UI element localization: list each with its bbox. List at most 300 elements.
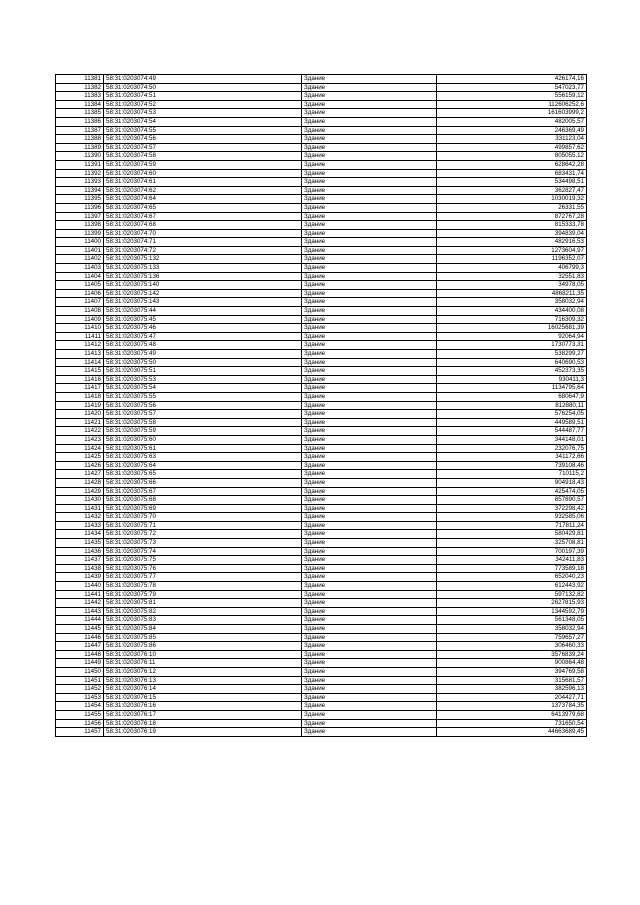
cadastral-value: 32551,83 (437, 272, 587, 281)
cadastral-number: 58:31:0203075:70 (104, 513, 302, 522)
row-number: 11392 (56, 169, 104, 178)
row-number: 11394 (56, 186, 104, 195)
table-row (56, 367, 587, 376)
cadastral-number: 58:31:0203074:68 (104, 221, 302, 230)
table-row (56, 221, 587, 230)
object-type: Здание (302, 521, 437, 530)
object-type: Здание (302, 410, 437, 419)
object-type: Здание (302, 307, 437, 316)
cadastral-value: 932585,06 (437, 513, 587, 522)
table-row (56, 332, 587, 341)
row-number: 11454 (56, 702, 104, 711)
row-number: 11406 (56, 289, 104, 298)
row-number: 11449 (56, 659, 104, 668)
row-number: 11442 (56, 599, 104, 608)
object-type: Здание (302, 513, 437, 522)
table-row (56, 281, 587, 290)
cadastral-number: 58:31:0203074:59 (104, 160, 302, 169)
row-number: 11435 (56, 539, 104, 548)
row-number: 11412 (56, 341, 104, 350)
object-type: Здание (302, 556, 437, 565)
cadastral-value: 449589,51 (437, 418, 587, 427)
object-type: Здание (302, 281, 437, 290)
cadastral-number: 58:31:0203075:63 (104, 453, 302, 462)
table-row (56, 272, 587, 281)
object-type: Здание (302, 478, 437, 487)
cadastral-value: 710115,2 (437, 470, 587, 479)
object-type: Здание (302, 135, 437, 144)
cadastral-number: 58:31:0203075:142 (104, 289, 302, 298)
row-number: 11441 (56, 590, 104, 599)
cadastral-value: 547023,77 (437, 83, 587, 92)
cadastral-number: 58:31:0203075:74 (104, 547, 302, 556)
table-row (56, 487, 587, 496)
object-type: Здание (302, 367, 437, 376)
cadastral-value: 739108,46 (437, 461, 587, 470)
cadastral-number: 58:31:0203075:46 (104, 324, 302, 333)
cadastral-number: 58:31:0203075:79 (104, 590, 302, 599)
table-row (56, 435, 587, 444)
cadastral-number: 58:31:0203075:47 (104, 332, 302, 341)
object-type: Здание (302, 384, 437, 393)
object-type: Здание (302, 642, 437, 651)
table-row (56, 135, 587, 144)
table-row (56, 246, 587, 255)
cadastral-number: 58:31:0203075:44 (104, 307, 302, 316)
cadastral-number: 58:31:0203074:67 (104, 212, 302, 221)
cadastral-number: 58:31:0203075:136 (104, 272, 302, 281)
cadastral-value: 805055,12 (437, 152, 587, 161)
cadastral-value: 759657,27 (437, 633, 587, 642)
row-number: 11443 (56, 607, 104, 616)
row-number: 11417 (56, 384, 104, 393)
cadastral-number: 58:31:0203076:14 (104, 685, 302, 694)
row-number: 11428 (56, 478, 104, 487)
cadastral-number: 58:31:0203075:78 (104, 582, 302, 591)
cadastral-number: 58:31:0203075:48 (104, 341, 302, 350)
cadastral-value: 362827,47 (437, 186, 587, 195)
table-row (56, 169, 587, 178)
row-number: 11389 (56, 143, 104, 152)
row-number: 11422 (56, 427, 104, 436)
cadastral-value: 680647,9 (437, 392, 587, 401)
row-number: 11457 (56, 728, 104, 737)
object-type: Здание (302, 435, 437, 444)
cadastral-number: 58:31:0203075:49 (104, 350, 302, 359)
cadastral-number: 58:31:0203074:56 (104, 135, 302, 144)
cadastral-number: 58:31:0203075:55 (104, 392, 302, 401)
cadastral-value: 306460,33 (437, 642, 587, 651)
cadastral-number: 58:31:0203075:82 (104, 607, 302, 616)
row-number: 11409 (56, 315, 104, 324)
object-type: Здание (302, 358, 437, 367)
object-type: Здание (302, 453, 437, 462)
cadastral-number: 58:31:0203074:64 (104, 195, 302, 204)
object-type: Здание (302, 392, 437, 401)
table-row (56, 418, 587, 427)
cadastral-value: 580429,81 (437, 530, 587, 539)
cadastral-value: 900864,48 (437, 659, 587, 668)
cadastral-value: 204427,71 (437, 693, 587, 702)
table-row (56, 401, 587, 410)
row-number: 11414 (56, 358, 104, 367)
object-type: Здание (302, 530, 437, 539)
object-type: Здание (302, 152, 437, 161)
object-type: Здание (302, 75, 437, 84)
cadastral-number: 58:31:0203074:55 (104, 126, 302, 135)
row-number: 11404 (56, 272, 104, 281)
row-number: 11419 (56, 401, 104, 410)
object-type: Здание (302, 375, 437, 384)
table-row (56, 582, 587, 591)
table-row (56, 178, 587, 187)
object-type: Здание (302, 444, 437, 453)
cadastral-value: 434400,08 (437, 307, 587, 316)
row-number: 11410 (56, 324, 104, 333)
cadastral-number: 58:31:0203075:133 (104, 264, 302, 273)
cadastral-value: 731650,54 (437, 719, 587, 728)
row-number: 11426 (56, 461, 104, 470)
table-row (56, 324, 587, 333)
cadastral-number: 58:31:0203074:71 (104, 238, 302, 247)
table-row (56, 607, 587, 616)
cadastral-number: 58:31:0203075:67 (104, 487, 302, 496)
table-row (56, 92, 587, 101)
object-type: Здание (302, 633, 437, 642)
cadastral-value: 534498,51 (437, 178, 587, 187)
row-number: 11431 (56, 504, 104, 513)
table-row (56, 100, 587, 109)
table-row (56, 427, 587, 436)
cadastral-number: 58:31:0203074:65 (104, 203, 302, 212)
object-type: Здание (302, 298, 437, 307)
object-type: Здание (302, 143, 437, 152)
table-row (56, 667, 587, 676)
row-number: 11427 (56, 470, 104, 479)
table-row (56, 350, 587, 359)
object-type: Здание (302, 607, 437, 616)
cadastral-value: 358032,94 (437, 298, 587, 307)
cadastral-value: 6413979,68 (437, 710, 587, 719)
table-row (56, 616, 587, 625)
cadastral-value: 628642,28 (437, 160, 587, 169)
table-row (56, 126, 587, 135)
object-type: Здание (302, 590, 437, 599)
row-number: 11425 (56, 453, 104, 462)
cadastral-number: 58:31:0203075:61 (104, 444, 302, 453)
cadastral-number: 58:31:0203075:53 (104, 375, 302, 384)
object-type: Здание (302, 203, 437, 212)
row-number: 11401 (56, 246, 104, 255)
cadastral-number: 58:31:0203075:51 (104, 367, 302, 376)
cadastral-value: 576254,05 (437, 410, 587, 419)
cadastral-number: 58:31:0203075:57 (104, 410, 302, 419)
row-number: 11456 (56, 719, 104, 728)
cadastral-number: 58:31:0203075:56 (104, 401, 302, 410)
cadastral-number: 58:31:0203074:61 (104, 178, 302, 187)
table-row (56, 461, 587, 470)
table-row (56, 238, 587, 247)
row-number: 11447 (56, 642, 104, 651)
table-row (56, 710, 587, 719)
cadastral-value: 857890,57 (437, 496, 587, 505)
table-row (56, 521, 587, 530)
row-number: 11396 (56, 203, 104, 212)
table-row (56, 470, 587, 479)
table-row (56, 676, 587, 685)
cadastral-number: 58:31:0203075:86 (104, 642, 302, 651)
cadastral-value: 3576839,24 (437, 650, 587, 659)
object-type: Здание (302, 332, 437, 341)
table-row (56, 539, 587, 548)
object-type: Здание (302, 504, 437, 513)
cadastral-value: 452373,35 (437, 367, 587, 376)
row-number: 11415 (56, 367, 104, 376)
row-number: 11439 (56, 573, 104, 582)
row-number: 11433 (56, 521, 104, 530)
cadastral-value: 561348,05 (437, 616, 587, 625)
cadastral-value: 700197,39 (437, 547, 587, 556)
object-type: Здание (302, 487, 437, 496)
table-row (56, 530, 587, 539)
object-type: Здание (302, 401, 437, 410)
cadastral-value: 1196352,07 (437, 255, 587, 264)
object-type: Здание (302, 625, 437, 634)
cadastral-number: 58:31:0203074:54 (104, 117, 302, 126)
object-type: Здание (302, 186, 437, 195)
object-type: Здание (302, 350, 437, 359)
cadastral-number: 58:31:0203075:132 (104, 255, 302, 264)
table-row (56, 358, 587, 367)
object-type: Здание (302, 676, 437, 685)
table-row (56, 75, 587, 84)
object-type: Здание (302, 582, 437, 591)
object-type: Здание (302, 315, 437, 324)
table-row (56, 599, 587, 608)
row-number: 11398 (56, 221, 104, 230)
table-row (56, 642, 587, 651)
object-type: Здание (302, 539, 437, 548)
row-number: 11421 (56, 418, 104, 427)
object-type: Здание (302, 667, 437, 676)
cadastral-value: 1344592,79 (437, 607, 587, 616)
table-row (56, 152, 587, 161)
table-row (56, 384, 587, 393)
cadastral-value: 425474,05 (437, 487, 587, 496)
cadastral-value: 26331,55 (437, 203, 587, 212)
cadastral-value: 161603999,2 (437, 109, 587, 118)
object-type: Здание (302, 496, 437, 505)
object-type: Здание (302, 719, 437, 728)
object-type: Здание (302, 427, 437, 436)
cadastral-number: 58:31:0203075:85 (104, 633, 302, 642)
row-number: 11400 (56, 238, 104, 247)
cadastral-value: 815333,78 (437, 221, 587, 230)
row-number: 11420 (56, 410, 104, 419)
cadastral-number: 58:31:0203075:65 (104, 470, 302, 479)
row-number: 11407 (56, 298, 104, 307)
row-number: 11385 (56, 109, 104, 118)
cadastral-value: 652040,23 (437, 573, 587, 582)
row-number: 11423 (56, 435, 104, 444)
row-number: 11397 (56, 212, 104, 221)
row-number: 11429 (56, 487, 104, 496)
object-type: Здание (302, 238, 437, 247)
row-number: 11452 (56, 685, 104, 694)
cadastral-value: 1134795,64 (437, 384, 587, 393)
cadastral-number: 58:31:0203075:60 (104, 435, 302, 444)
cadastral-value: 499857,62 (437, 143, 587, 152)
cadastral-number: 58:31:0203075:72 (104, 530, 302, 539)
cadastral-number: 58:31:0203074:50 (104, 83, 302, 92)
cadastral-value: 16025681,39 (437, 324, 587, 333)
row-number: 11440 (56, 582, 104, 591)
cadastral-value: 482916,53 (437, 238, 587, 247)
row-number: 11451 (56, 676, 104, 685)
table-row (56, 341, 587, 350)
object-type: Здание (302, 264, 437, 273)
cadastral-number: 58:31:0203075:71 (104, 521, 302, 530)
cadastral-number: 58:31:0203074:60 (104, 169, 302, 178)
table-row (56, 659, 587, 668)
row-number: 11448 (56, 650, 104, 659)
table-row (56, 702, 587, 711)
object-type: Здание (302, 547, 437, 556)
cadastral-value: 246369,49 (437, 126, 587, 135)
cadastral-value: 612443,92 (437, 582, 587, 591)
object-type: Здание (302, 564, 437, 573)
cadastral-value: 325708,81 (437, 539, 587, 548)
object-type: Здание (302, 126, 437, 135)
cadastral-value: 812880,11 (437, 401, 587, 410)
row-number: 11436 (56, 547, 104, 556)
cadastral-value: 717811,24 (437, 521, 587, 530)
row-number: 11430 (56, 496, 104, 505)
table-row (56, 564, 587, 573)
table-row (56, 556, 587, 565)
cadastral-value: 315681,57 (437, 676, 587, 685)
cadastral-value: 482005,57 (437, 117, 587, 126)
table-row (56, 255, 587, 264)
cadastral-value: 4868211,35 (437, 289, 587, 298)
cadastral-number: 58:31:0203076:19 (104, 728, 302, 737)
cadastral-number: 58:31:0203075:59 (104, 427, 302, 436)
row-number: 11391 (56, 160, 104, 169)
table-row (56, 117, 587, 126)
cadastral-number: 58:31:0203074:57 (104, 143, 302, 152)
cadastral-value: 44663689,45 (437, 728, 587, 737)
row-number: 11403 (56, 264, 104, 273)
cadastral-value: 716309,32 (437, 315, 587, 324)
cadastral-number: 58:31:0203074:51 (104, 92, 302, 101)
row-number: 11382 (56, 83, 104, 92)
table-row (56, 298, 587, 307)
table-body (56, 75, 587, 737)
table-row (56, 143, 587, 152)
cadastral-value: 232076,75 (437, 444, 587, 453)
row-number: 11438 (56, 564, 104, 573)
table-row (56, 410, 587, 419)
cadastral-value: 683431,74 (437, 169, 587, 178)
cadastral-number: 58:31:0203076:18 (104, 719, 302, 728)
cadastral-value: 341172,66 (437, 453, 587, 462)
object-type: Здание (302, 109, 437, 118)
cadastral-value: 597132,82 (437, 590, 587, 599)
object-type: Здание (302, 229, 437, 238)
object-type: Здание (302, 418, 437, 427)
table-row (56, 478, 587, 487)
object-type: Здание (302, 659, 437, 668)
table-row (56, 625, 587, 634)
object-type: Здание (302, 702, 437, 711)
table-row (56, 650, 587, 659)
table-row (56, 728, 587, 737)
cadastral-number: 58:31:0203075:64 (104, 461, 302, 470)
table-row (56, 719, 587, 728)
object-type: Здание (302, 341, 437, 350)
object-type: Здание (302, 169, 437, 178)
cadastral-value: 538299,27 (437, 350, 587, 359)
row-number: 11416 (56, 375, 104, 384)
cadastral-value: 344148,01 (437, 435, 587, 444)
row-number: 11424 (56, 444, 104, 453)
object-type: Здание (302, 100, 437, 109)
cadastral-number: 58:31:0203074:52 (104, 100, 302, 109)
row-number: 11408 (56, 307, 104, 316)
cadastral-number: 58:31:0203076:12 (104, 667, 302, 676)
cadastral-number: 58:31:0203074:72 (104, 246, 302, 255)
cadastral-number: 58:31:0203075:54 (104, 384, 302, 393)
object-type: Здание (302, 246, 437, 255)
object-type: Здание (302, 470, 437, 479)
row-number: 11402 (56, 255, 104, 264)
table-row (56, 685, 587, 694)
cadastral-number: 58:31:0203076:17 (104, 710, 302, 719)
object-type: Здание (302, 212, 437, 221)
row-number: 11388 (56, 135, 104, 144)
cadastral-value: 1273604,97 (437, 246, 587, 255)
object-type: Здание (302, 289, 437, 298)
row-number: 11399 (56, 229, 104, 238)
table-row (56, 693, 587, 702)
cadastral-number: 58:31:0203074:49 (104, 75, 302, 84)
cadastral-value: 1730773,31 (437, 341, 587, 350)
table-row (56, 160, 587, 169)
object-type: Здание (302, 255, 437, 264)
row-number: 11446 (56, 633, 104, 642)
row-number: 11383 (56, 92, 104, 101)
cadastral-value: 372298,42 (437, 504, 587, 513)
row-number: 11386 (56, 117, 104, 126)
cadastral-number: 58:31:0203074:62 (104, 186, 302, 195)
row-number: 11450 (56, 667, 104, 676)
row-number: 11390 (56, 152, 104, 161)
object-type: Здание (302, 272, 437, 281)
object-type: Здание (302, 160, 437, 169)
cadastral-value: 112606252,6 (437, 100, 587, 109)
table-row (56, 212, 587, 221)
cadastral-value: 930411,3 (437, 375, 587, 384)
cadastral-value: 1030019,32 (437, 195, 587, 204)
table-row (56, 195, 587, 204)
table-row (56, 83, 587, 92)
row-number: 11395 (56, 195, 104, 204)
cadastral-value: 2627815,93 (437, 599, 587, 608)
cadastral-value: 544487,77 (437, 427, 587, 436)
object-type: Здание (302, 461, 437, 470)
table-row (56, 392, 587, 401)
row-number: 11444 (56, 616, 104, 625)
